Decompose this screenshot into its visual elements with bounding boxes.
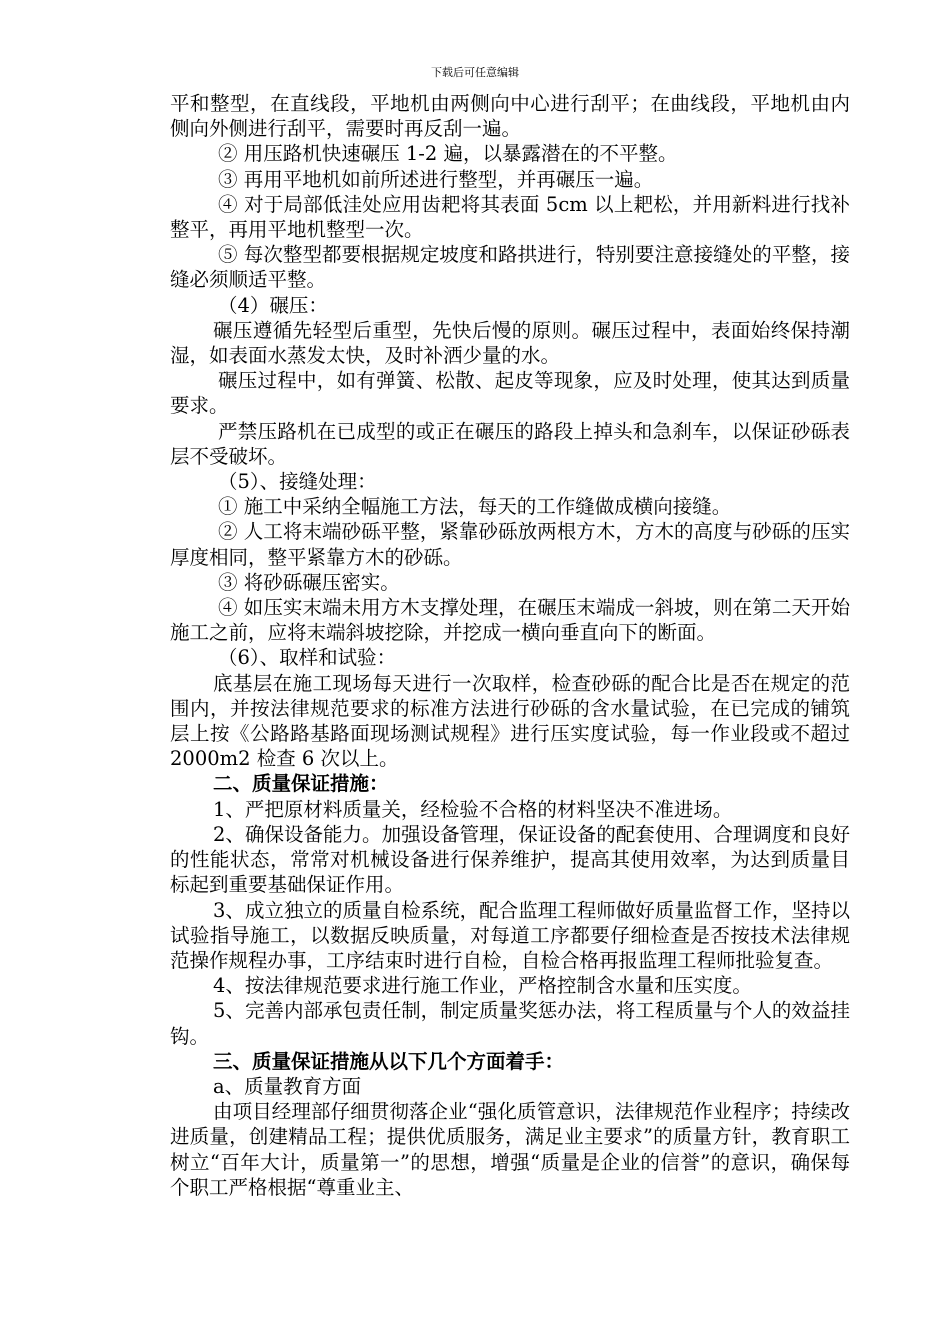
paragraph: ② 用压路机快速碾压 1-2 遍，以暴露潜在的不平整。 bbox=[218, 142, 678, 166]
paragraph: （5）、接缝处理： bbox=[218, 470, 377, 494]
paragraph: ④ 如压实末端未用方木支撑处理，在碾压末端成一斜坡，则在第二天开始施工之前，应将末端斜坡挖除，并挖成一横向垂直向下的断面。 bbox=[170, 596, 850, 645]
paragraph: ① 施工中采纳全幅施工方法，每天的工作缝做成横向接缝。 bbox=[218, 495, 732, 519]
header-note: 下载后可任意编辑 bbox=[431, 66, 519, 79]
paragraph: 严禁压路机在已成型的或正在碾压的路段上掉头和急刹车，以保证砂砾表层不受破坏。 bbox=[170, 419, 850, 468]
paragraph: （4）碾压： bbox=[218, 293, 328, 317]
paragraph: 4、按法律规范要求进行施工作业，严格控制含水量和压实度。 bbox=[213, 974, 752, 998]
section-heading: 二、质量保证措施： bbox=[213, 772, 389, 796]
paragraph: ⑤ 每次整型都要根据规定坡度和路拱进行，特别要注意接缝处的平整，接缝必须顺适平整。 bbox=[170, 243, 850, 292]
paragraph: 3、成立独立的质量自检系统，配合监理工程师做好质量监督工作，坚持以试验指导施工，以数据反映质量，对每道工序都要仔细检查是否按技术法律规范操作规程办事，工序结束时进行自检，自检合格再报监理工程师批验复查。 bbox=[170, 898, 850, 972]
paragraph: 5、完善内部承包责任制，制定质量奖惩办法，将工程质量与个人的效益挂钩。 bbox=[170, 999, 850, 1048]
paragraph: 由项目经理部仔细贯彻落企业“强化质管意识，法律规范作业程序；持续改进质量，创建精品工程；提供优质服务，满足业主要求”的质量方针，教育职工树立“百年大计，质量第一”的思想，增强“质量是企业的信誉”的意识，确保每个职工严格根据“尊重业主、 bbox=[170, 1100, 850, 1199]
paragraph: ④ 对于局部低洼处应用齿耙将其表面 5cm 以上耙松，并用新料进行找补整平，再用平地机整型一次。 bbox=[170, 192, 850, 242]
paragraph: ② 人工将末端砂砾平整，紧靠砂砾放两根方木，方木的高度与砂砾的压实厚度相同，整平紧靠方木的砂砾。 bbox=[170, 520, 850, 569]
paragraph: 底基层在施工现场每天进行一次取样，检查砂砾的配合比是否在规定的范围内，并按法律规范要求的标准方法进行砂砾的含水量试验，在已完成的铺筑层上按《公路路基路面现场测试规程》进行压实度试验，每一作业段或不超过 2000m2 检查 6 次以上。 bbox=[170, 671, 850, 771]
paragraph: 平和整型，在直线段，平地机由两侧向中心进行刮平；在曲线段，平地机由内侧向外侧进行刮平，需要时再反刮一遍。 bbox=[170, 92, 850, 141]
paragraph: 1、严把原材料质量关，经检验不合格的材料坚决不准进场。 bbox=[213, 797, 733, 821]
paragraph: 碾压遵循先轻型后重型，先快后慢的原则。碾压过程中，表面始终保持潮湿，如表面水蒸发太快，及时补洒少量的水。 bbox=[170, 318, 850, 368]
paragraph: a、质量教育方面 bbox=[213, 1074, 362, 1098]
paragraph: ③ 再用平地机如前所述进行整型，并再碾压一遍。 bbox=[218, 167, 654, 191]
paragraph: 碾压过程中，如有弹簧、松散、起皮等现象，应及时处理，使其达到质量要求。 bbox=[170, 369, 850, 418]
section-heading: 三、质量保证措施从以下几个方面着手： bbox=[213, 1049, 565, 1073]
paragraph: 2、确保设备能力。加强设备管理，保证设备的配套使用、合理调度和良好的性能状态，常常对机械设备进行保养维护，提高其使用效率，为达到质量目标起到重要基础保证作用。 bbox=[170, 822, 850, 897]
paragraph: ③ 将砂砾碾压密实。 bbox=[218, 570, 400, 594]
document-body bbox=[170, 91, 850, 1200]
paragraph: （6）、取样和试验： bbox=[218, 646, 397, 670]
